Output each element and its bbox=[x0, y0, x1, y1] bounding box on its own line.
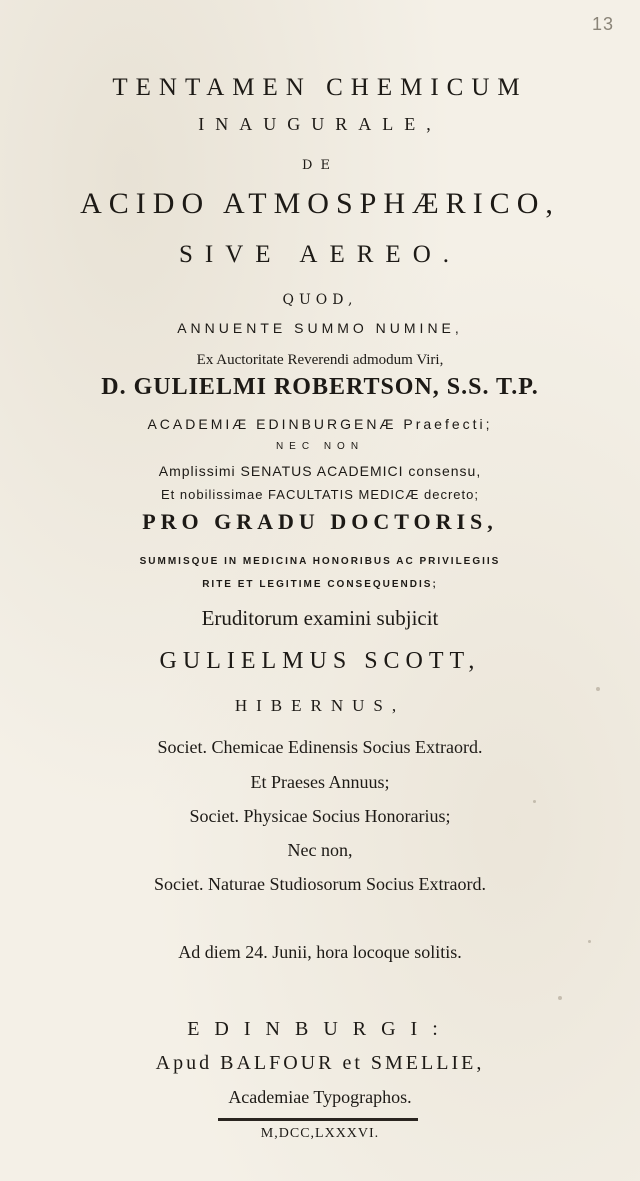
annuente-line: ANNUENTE SUMMO NUMINE, bbox=[177, 320, 463, 336]
eruditorum-line: Eruditorum examini subjicit bbox=[201, 606, 439, 630]
foxing-spot bbox=[558, 996, 562, 1000]
author-name: GULIELMUS SCOTT, bbox=[159, 648, 481, 674]
title-inaugurale: INAUGURALE, bbox=[198, 114, 442, 134]
title-tentamen: TENTAMEN CHEMICUM bbox=[112, 74, 528, 101]
foxing-spot bbox=[533, 800, 536, 803]
auctoritate-line: Ex Auctoritate Reverendi admodum Viri, bbox=[196, 352, 444, 368]
affiliation-naturae: Societ. Naturae Studiosorum Socius Extraord. bbox=[154, 874, 486, 894]
affiliation-chemicae: Societ. Chemicae Edinensis Socius Extraord. bbox=[157, 737, 483, 757]
foxing-spot bbox=[588, 940, 591, 943]
academiae-line: ACADEMIÆ EDINBURGENÆ Praefecti; bbox=[147, 416, 493, 432]
rite-line: RITE ET LEGITIME CONSEQUENDIS; bbox=[202, 579, 438, 590]
imprint-typographos: Academiae Typographos. bbox=[228, 1087, 412, 1107]
title-acido: ACIDO ATMOSPHÆRICO, bbox=[80, 187, 560, 220]
senatus-line: Amplissimi SENATUS ACADEMICI consensu, bbox=[158, 463, 482, 479]
affiliation-physicae: Societ. Physicae Socius Honorarius; bbox=[189, 806, 451, 826]
imprint-printers: Apud BALFOUR et SMELLIE, bbox=[155, 1052, 485, 1074]
author-origin: HIBERNUS, bbox=[234, 696, 406, 715]
nec-non-line: NEC NON bbox=[275, 441, 365, 452]
affiliation-praeses: Et Praeses Annuus; bbox=[250, 772, 390, 792]
quod-line: QUOD, bbox=[282, 292, 358, 308]
robertson-line: D. GULIELMI ROBERTSON, S.S. T.P. bbox=[101, 374, 539, 400]
date-line: Ad diem 24. Junii, hora locoque solitis. bbox=[178, 942, 462, 962]
imprint-city: EDINBURGI: bbox=[187, 1018, 453, 1040]
affiliation-nec-non: Nec non, bbox=[287, 840, 353, 860]
facultatis-line: Et nobilissimae FACULTATIS MEDICÆ decreto; bbox=[161, 487, 479, 502]
pro-gradu-line: PRO GRADU DOCTORIS, bbox=[142, 509, 498, 534]
page-number: 13 bbox=[591, 14, 614, 34]
imprint-year: M,DCC,LXXXVI. bbox=[260, 1126, 380, 1141]
divider-rule bbox=[218, 1118, 418, 1121]
foxing-spot bbox=[596, 687, 600, 691]
title-sive: SIVE AEREO. bbox=[179, 241, 461, 268]
summisque-line: SUMMISQUE IN MEDICINA HONORIBUS AC PRIVILEGIIS bbox=[139, 556, 501, 567]
title-de: DE bbox=[302, 158, 338, 173]
